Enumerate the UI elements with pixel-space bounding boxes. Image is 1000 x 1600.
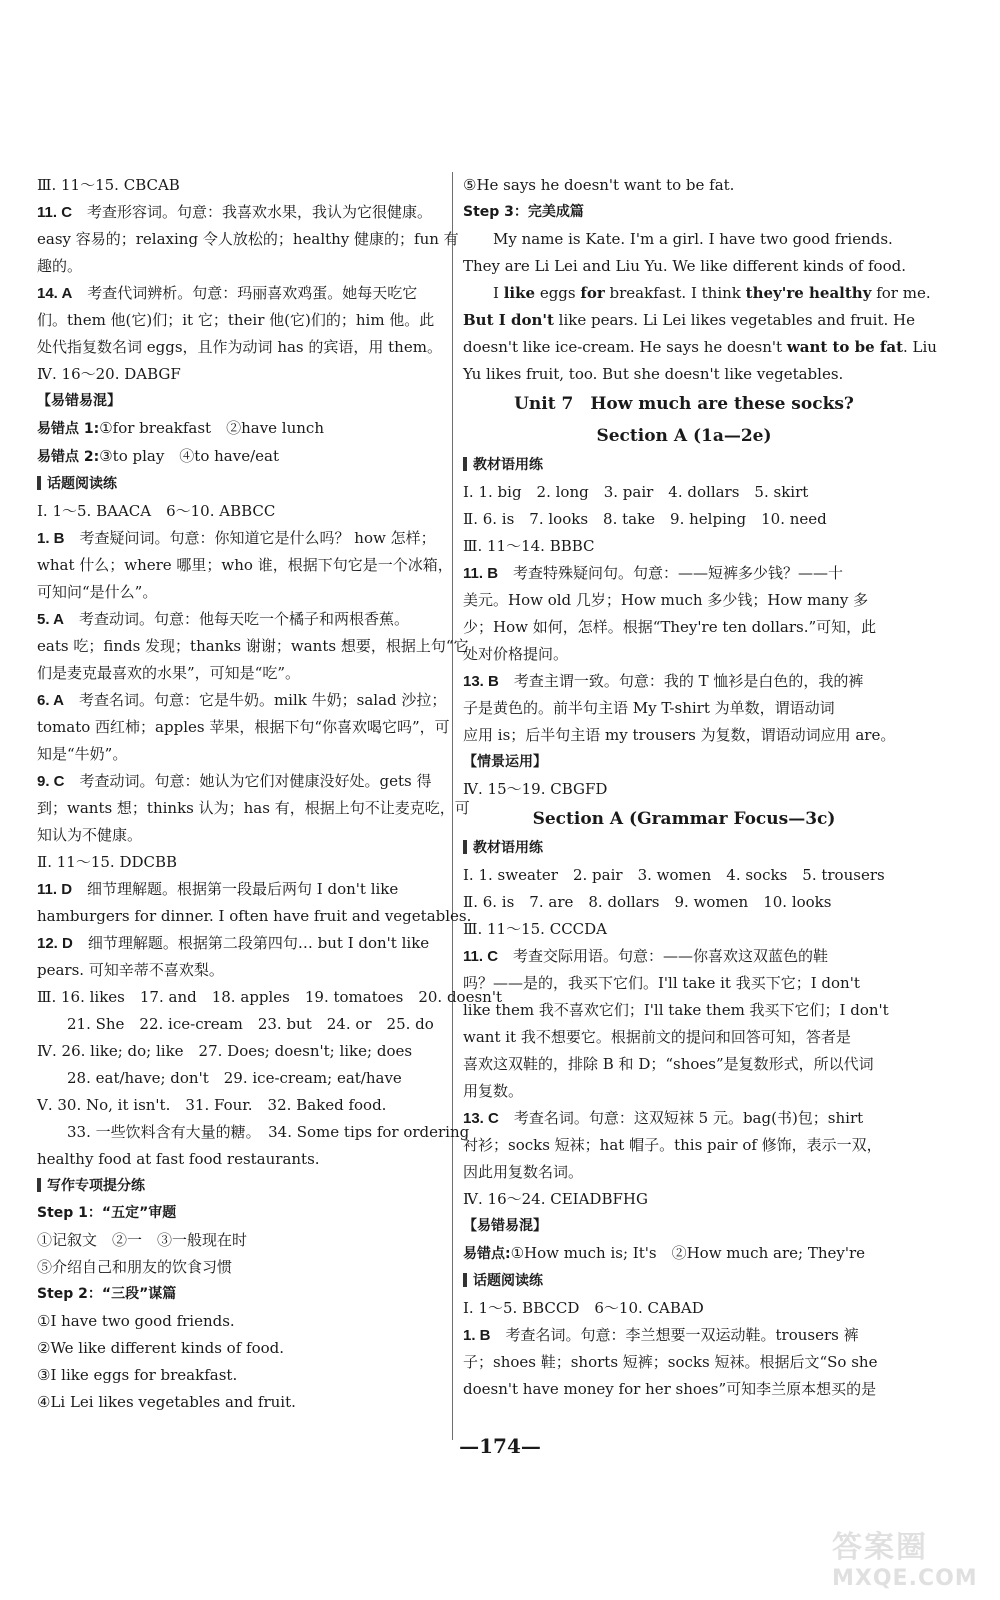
left-line [37, 199, 479, 226]
line-text: pears. 可知辛蒂不喜欢梨。 [37, 961, 224, 979]
left-line [37, 876, 479, 903]
right-line [463, 1322, 905, 1349]
right-line [463, 1376, 905, 1403]
line-text: Ⅳ. 26. like; do; like 27. Does; doesn't; like; does [37, 1042, 413, 1060]
line-text: Ⅳ. 16～20. DABGF [37, 365, 181, 383]
right-line [463, 997, 905, 1024]
line-text: eats 吃；finds 发现；thanks 谢谢；wants 想要，根据上句“它 [37, 637, 469, 655]
line-text: Yu likes fruit, too. But she doesn't like vegetables. [463, 365, 844, 383]
left-line [37, 498, 479, 525]
line-text: ④Li Lei likes vegetables and fruit. [37, 1393, 296, 1411]
line-text: like them 我不喜欢它们；I'll take them 我买下它们；I don't [463, 1001, 889, 1019]
line-text: 衬衫；socks 短袜；hat 帽子。this pair of 修饰，表示一双， [463, 1136, 882, 1154]
line-text: I like eggs for breakfast. I think they're healthy for me. [493, 284, 931, 302]
line-text: Ⅰ. 1～5. BAACA 6～10. ABBCC [37, 502, 276, 520]
right-line [463, 749, 905, 776]
left-line [37, 822, 479, 849]
right-line [463, 172, 905, 199]
left-line [37, 280, 479, 307]
left-line [37, 984, 502, 1011]
right-line [463, 1213, 905, 1240]
right-line [463, 452, 905, 479]
right-line [463, 587, 905, 614]
line-text: 美元。How old 几岁；How much 多少钱；How many 多 [463, 591, 869, 609]
left-line [37, 1092, 479, 1119]
page-number: —174— [459, 1434, 541, 1458]
line-text: 考查特殊疑问句。句意：——短裤多少钱？——十 [498, 564, 844, 582]
line-text: 28. eat/have; don't 29. ice-cream; eat/have [67, 1069, 402, 1087]
right-line [463, 916, 905, 943]
left-line [37, 1308, 479, 1335]
line-text: 教材语用练 [473, 840, 543, 856]
question-number: 13. C [463, 1110, 499, 1127]
right-line [463, 253, 905, 280]
line-text: Ⅰ. 1. sweater 2. pair 3. women 4. socks 5. trousers [463, 866, 885, 884]
left-line [37, 1227, 479, 1254]
left-line [37, 660, 479, 687]
line-text: 细节理解题。根据第二段第四句… but I don't like [72, 934, 430, 952]
right-line [463, 1295, 905, 1322]
right-line [463, 889, 905, 916]
line-text: tomato 西红柿；apples 苹果，根据下句“你喜欢喝它吗”，可 [37, 718, 450, 736]
line-text: 可知问“是什么”。 [37, 583, 158, 601]
question-number: 11. D [37, 881, 73, 898]
left-line [37, 1281, 479, 1308]
right-line [463, 668, 905, 695]
line-text: Ⅲ. 11～15. CCCDA [463, 920, 608, 938]
question-number: 11. C [463, 948, 499, 965]
right-line [463, 943, 905, 970]
line-text: Ⅲ. 16. likes 17. and 18. apples 19. tomatoes 20. doesn't [37, 988, 502, 1006]
left-line [37, 903, 479, 930]
left-line [37, 226, 479, 253]
line-text: Ⅰ. 1. big 2. long 3. pair 4. dollars 5. skirt [463, 483, 809, 501]
right-line [463, 334, 937, 361]
line-text: 【易错易混】 [37, 393, 121, 409]
left-line [37, 633, 479, 660]
line-text: 考查名词。句意：这双短袜 5 元。bag(书)包；shirt [498, 1109, 864, 1127]
line-text: 用复数。 [463, 1082, 524, 1100]
right-line [463, 479, 905, 506]
left-line [37, 768, 479, 795]
line-text: 趣的。 [37, 257, 83, 275]
line-text: They are Li Lei and Liu Yu. We like different kinds of food. [463, 257, 906, 275]
question-number: 1. B [37, 530, 65, 547]
right-line [463, 307, 916, 334]
line-text: 处对价格提问。 [463, 645, 569, 663]
right-line [463, 835, 905, 862]
left-line [37, 741, 479, 768]
line-text: Ⅳ. 16～24. CEIADBFHG [463, 1190, 648, 1208]
left-line [37, 253, 479, 280]
line-text: Unit 7 How much are these socks? [514, 394, 854, 414]
line-text: 考查代词辨析。句意：玛丽喜欢鸡蛋。她每天吃它 [72, 284, 418, 302]
right-line [463, 226, 905, 253]
question-number: 13. B [463, 673, 499, 690]
question-number: 6. A [37, 692, 64, 709]
line-text: ①How much is; It's ②How much are; They're [510, 1244, 866, 1262]
line-text: 考查动词。句意：她认为它们对健康没好处。gets 得 [64, 772, 432, 790]
line-text: 细节理解题。根据第一段最后两句 I don't like [72, 880, 399, 898]
left-line [37, 471, 479, 498]
watermark-top-text: 答案圈 [832, 1530, 928, 1565]
line-text: easy 容易的；relaxing 令人放松的；healthy 健康的；fun 有 [37, 230, 459, 248]
line-text: doesn't like ice-cream. He says he doesn't want to be fat. Liu [463, 338, 937, 356]
line-text: Ⅲ. 11～14. BBBC [463, 537, 595, 555]
question-number: 14. A [37, 285, 73, 302]
line-text: Ⅱ. 6. is 7. are 8. dollars 9. women 10. looks [463, 893, 832, 911]
error-point-label: 易错点 2: [37, 449, 100, 465]
left-line [37, 1335, 479, 1362]
left-line [37, 687, 479, 714]
question-number: 1. B [463, 1327, 491, 1344]
watermark-bottom-text: MXQE.COM [832, 1566, 978, 1591]
line-text: 考查名词。句意：李兰想要一双运动鞋。trousers 裤 [490, 1326, 859, 1344]
line-text: 吗？——是的，我买下它们。I'll take it 我买下它；I don't [463, 974, 860, 992]
line-text: healthy food at fast food restaurants. [37, 1150, 320, 1168]
line-text: 知是“牛奶”。 [37, 745, 128, 763]
line-text: 教材语用练 [473, 457, 543, 473]
right-line [463, 1051, 905, 1078]
right-line [463, 1078, 905, 1105]
line-text: hamburgers for dinner. I often have fruit and vegetables. [37, 907, 472, 925]
line-text: 考查主谓一致。句意：我的 T 恤衫是白色的，我的裤 [498, 672, 864, 690]
line-text: doesn't have money for her shoes”可知李兰原本想买的是 [463, 1380, 877, 1398]
left-line [37, 1200, 479, 1227]
line-text: 少；How 如何，怎样。根据“They're ten dollars.”可知，此 [463, 618, 877, 636]
line-text: Ⅲ. 11～15. CBCAB [37, 176, 180, 194]
left-line [37, 579, 479, 606]
right-line [463, 1132, 905, 1159]
line-text: Section A (1a—2e) [596, 426, 772, 446]
left-line [37, 172, 479, 199]
line-text: ①I have two good friends. [37, 1312, 235, 1330]
line-text: ①记叙文 ②一 ③一般现在时 [37, 1231, 248, 1249]
line-text: 们是麦克最喜欢的水果”，可知是“吃”。 [37, 664, 301, 682]
left-line [37, 1389, 479, 1416]
line-text: ①for breakfast ②have lunch [99, 419, 324, 437]
right-line [463, 1105, 905, 1132]
left-line [37, 930, 479, 957]
left-line [37, 849, 479, 876]
line-text: 【情景运用】 [463, 754, 547, 770]
line-text: My name is Kate. I'm a girl. I have two good friends. [493, 230, 893, 248]
line-text: Ⅰ. 1～5. BBCCD 6～10. CABAD [463, 1299, 704, 1317]
line-text: 因此用复数名词。 [463, 1163, 584, 1181]
right-column [463, 172, 937, 1403]
line-text: Ⅴ. 30. No, it isn't. 31. Four. 32. Baked food. [37, 1096, 387, 1114]
line-text: 考查动词。句意：他每天吃一个橘子和两根香蕉。 [63, 610, 409, 628]
line-text: 们。them 他(它)们；it 它；their 他(它)们的；him 他。此 [37, 311, 435, 329]
left-line [37, 1011, 479, 1038]
left-line [37, 1119, 479, 1146]
right-line [463, 1268, 905, 1295]
right-line [463, 1240, 905, 1268]
error-point-label: 易错点: [463, 1246, 511, 1262]
right-line [463, 970, 905, 997]
left-line [37, 1146, 479, 1173]
line-text: 应用 is；后半句主语 my trousers 为复数，谓语动词应用 are。 [463, 726, 896, 744]
right-line [463, 1186, 905, 1213]
question-number: 11. B [463, 565, 499, 582]
line-text: ③to play ④to have/eat [99, 447, 279, 465]
left-line [37, 415, 479, 443]
right-line [463, 695, 905, 722]
line-text: 写作专项提分练 [47, 1178, 145, 1194]
left-line [37, 714, 479, 741]
line-text: 33. 一些饮料含有大量的糖。 34. Some tips for ordering [67, 1123, 470, 1141]
right-line [463, 1349, 905, 1376]
line-text: 话题阅读练 [47, 476, 117, 492]
line-text: want it 我不想要它。根据前文的提问和回答可知，答者是 [463, 1028, 851, 1046]
left-line [37, 1362, 479, 1389]
line-text: what 什么；where 哪里；who 谁，根据下句它是一个冰箱， [37, 556, 453, 574]
watermark-logo [832, 1530, 982, 1594]
right-line [463, 1159, 905, 1186]
line-text: ②We like different kinds of food. [37, 1339, 285, 1357]
left-line [37, 795, 479, 822]
left-line [37, 525, 479, 552]
right-line [463, 641, 905, 668]
right-line [463, 361, 905, 388]
line-text: 知认为不健康。 [37, 826, 143, 844]
right-line [463, 533, 905, 560]
right-line [463, 722, 905, 749]
left-line [37, 334, 479, 361]
right-line [463, 1024, 905, 1051]
left-line [37, 1038, 479, 1065]
line-text: 考查形容词。句意：我喜欢水果，我认为它很健康。 [72, 203, 433, 221]
right-line [463, 862, 905, 889]
line-text: 处代指复数名词 eggs，且作为动词 has 的宾语，用 them。 [37, 338, 442, 356]
question-number: 9. C [37, 773, 65, 790]
right-line [463, 280, 931, 307]
line-text: Section A (Grammar Focus—3c) [532, 809, 836, 829]
line-text: But I don't like pears. Li Lei likes vegetables and fruit. He [463, 311, 916, 329]
left-line [37, 957, 479, 984]
left-line [37, 361, 479, 388]
left-line [37, 307, 479, 334]
line-text: Ⅱ. 6. is 7. looks 8. take 9. helping 10. need [463, 510, 827, 528]
line-text: ⑤He says he doesn't want to be fat. [463, 176, 735, 194]
right-line [463, 614, 905, 641]
line-text: Step 1：“五定”审题 [37, 1205, 177, 1221]
right-line [463, 776, 905, 803]
right-line [463, 803, 905, 835]
right-line [463, 199, 905, 226]
line-text: 考查名词。句意：它是牛奶。milk 牛奶；salad 沙拉； [63, 691, 447, 709]
line-text: 21. She 22. ice-cream 23. but 24. or 25. do [67, 1015, 434, 1033]
line-text: 话题阅读练 [473, 1273, 543, 1289]
line-text: ⑤介绍自己和朋友的饮食习惯 [37, 1258, 233, 1276]
line-text: 到；wants 想；thinks 认为；has 有，根据上句不让麦克吃，可 [37, 799, 470, 817]
left-line [37, 1173, 479, 1200]
left-line [37, 443, 479, 471]
line-text: Step 3：完美成篇 [463, 204, 584, 220]
left-line [37, 1065, 479, 1092]
line-text: 【易错易混】 [463, 1218, 547, 1234]
line-text: 子是黄色的。前半句主语 My T-shirt 为单数，谓语动词 [463, 699, 835, 717]
question-number: 5. A [37, 611, 64, 628]
line-text: 喜欢这双鞋的，排除 B 和 D；“shoes”是复数形式，所以代词 [463, 1055, 874, 1073]
left-line [37, 552, 479, 579]
left-line [37, 388, 479, 415]
right-line [463, 560, 905, 587]
line-text: Ⅱ. 11～15. DDCBB [37, 853, 178, 871]
right-line [463, 388, 905, 420]
right-line [463, 420, 905, 452]
line-text: Ⅳ. 15～19. CBGFD [463, 780, 608, 798]
question-number: 11. C [37, 204, 73, 221]
line-text: 子；shoes 鞋；shorts 短裤；socks 短袜。根据后文“So she [463, 1353, 878, 1371]
left-line [37, 1254, 479, 1281]
line-text: Step 2：“三段”谋篇 [37, 1286, 177, 1302]
question-number: 12. D [37, 935, 73, 952]
line-text: 考查交际用语。句意：——你喜欢这双蓝色的鞋 [498, 947, 829, 965]
line-text: ③I like eggs for breakfast. [37, 1366, 238, 1384]
error-point-label: 易错点 1: [37, 421, 100, 437]
right-line [463, 506, 905, 533]
left-line [37, 606, 479, 633]
line-text: 考查疑问词。句意：你知道它是什么吗？ how 怎样； [64, 529, 436, 547]
